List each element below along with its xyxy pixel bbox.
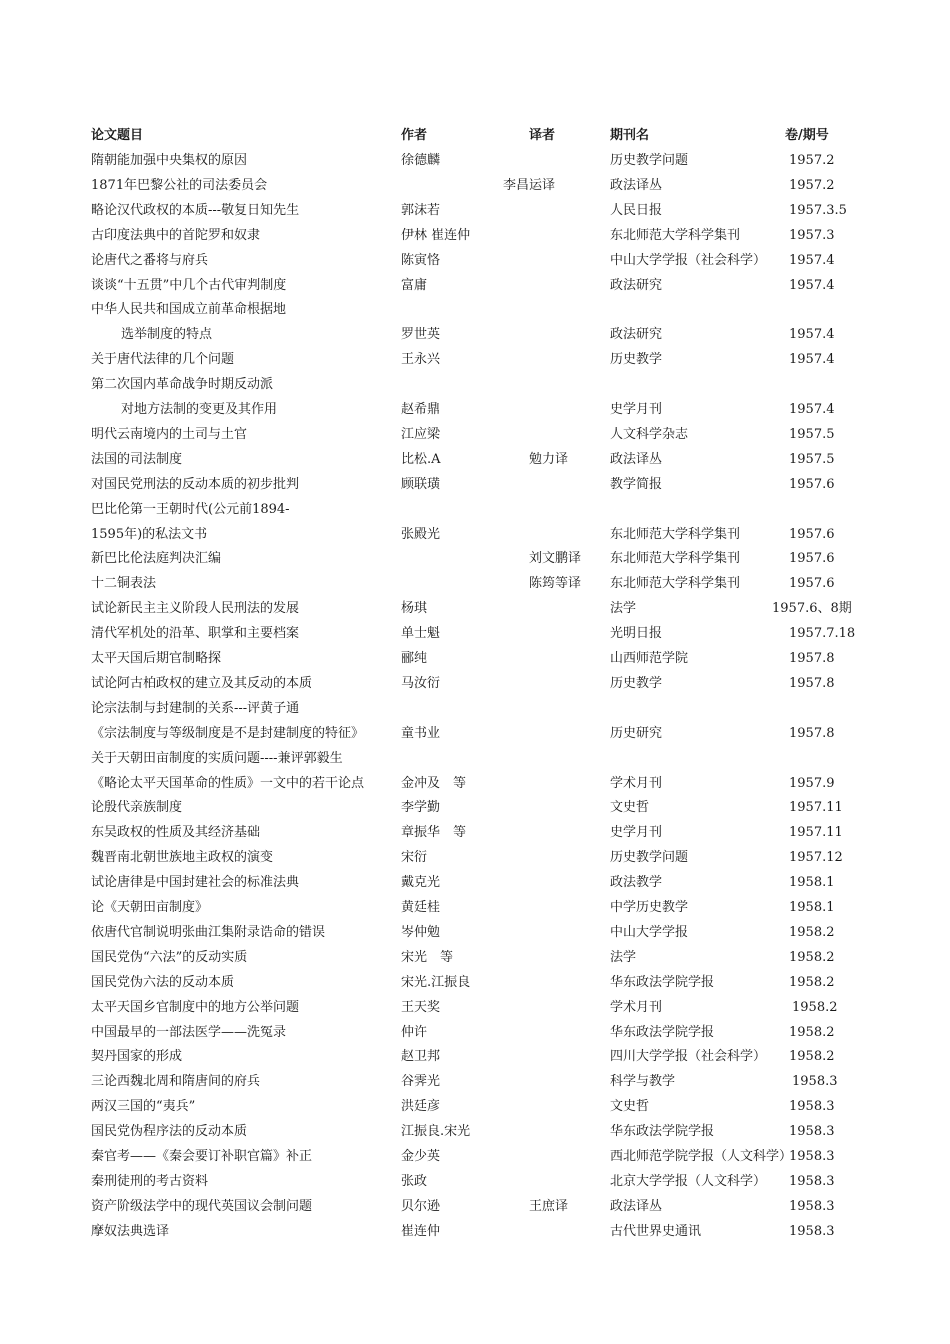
cell-title: 试论新民主主义阶段人民刑法的发展 <box>91 601 300 617</box>
cell-title: 太平天国乡官制度中的地方公举问题 <box>91 999 300 1015</box>
cell-author: 金少英 <box>401 1149 441 1164</box>
cell-journal: 历史教学 <box>610 352 663 368</box>
cell-author: 顾联璜 <box>401 476 441 492</box>
cell-journal: 华东政法学院学报 <box>610 1124 715 1140</box>
cell-translator: 李昌运译 <box>503 177 556 193</box>
cell-issue: 1957.11 <box>789 825 843 841</box>
cell-title: 巴比伦第一王朝时代(公元前1894- <box>91 501 290 517</box>
header-journal: 期刊名 <box>610 128 650 143</box>
cell-issue: 1957.6 <box>789 576 835 592</box>
table-row <box>0 447 950 472</box>
cell-journal: 华东政法学院学报 <box>610 1024 715 1040</box>
cell-journal: 历史研究 <box>610 725 663 741</box>
cell-title: 清代军机处的沿革、职掌和主要档案 <box>91 626 300 642</box>
cell-author: 江应梁 <box>401 426 441 442</box>
table-row <box>0 895 950 920</box>
table-row <box>0 995 950 1020</box>
cell-title: 法国的司法制度 <box>91 451 183 467</box>
table-row <box>0 397 950 422</box>
table-row <box>0 1044 950 1069</box>
cell-issue: 1957.2 <box>789 153 835 168</box>
header-author: 作者 <box>401 128 428 143</box>
cell-title: 明代云南境内的土司与土官 <box>91 426 248 442</box>
table-row <box>0 1194 950 1219</box>
cell-author: 李学勤 <box>401 800 441 816</box>
cell-journal: 学术月刊 <box>610 999 663 1015</box>
cell-journal: 教学简报 <box>610 476 663 492</box>
cell-title: 太平天国后期官制略探 <box>91 651 222 666</box>
table-row <box>0 721 950 746</box>
cell-author: 谷霁光 <box>401 1074 441 1090</box>
cell-issue: 1957.2 <box>789 177 835 193</box>
table-row <box>0 1169 950 1194</box>
cell-title: 两汉三国的“夷兵” <box>91 1099 196 1115</box>
table-row <box>0 1069 950 1094</box>
cell-title: 国民党伪六法的反动本质 <box>91 974 235 990</box>
cell-journal: 历史教学 <box>610 675 663 691</box>
table-row <box>0 347 950 372</box>
header-issue: 卷/期号 <box>785 128 829 143</box>
cell-issue: 1958.1 <box>789 875 835 891</box>
cell-title: 中国最早的一部法医学——洗冤录 <box>91 1024 287 1040</box>
cell-issue: 1958.2 <box>792 999 838 1015</box>
cell-journal: 华东政法学院学报 <box>610 974 715 990</box>
cell-title: 《宗法制度与等级制度是不是封建制度的特征》 <box>91 725 365 741</box>
cell-issue: 1958.2 <box>789 1024 835 1040</box>
cell-author: 郭沫若 <box>401 202 441 218</box>
cell-issue: 1957.4 <box>789 352 835 368</box>
cell-journal: 政法研究 <box>610 277 663 293</box>
cell-author: 富庸 <box>401 277 428 293</box>
table-row <box>0 845 950 870</box>
cell-journal: 山西师范学院 <box>610 651 689 666</box>
cell-journal: 政法译丛 <box>610 177 663 193</box>
cell-title: 论唐代之番将与府兵 <box>91 252 209 268</box>
cell-author: 宋衍 <box>401 850 428 866</box>
cell-journal: 历史教学问题 <box>610 850 689 866</box>
cell-issue: 1958.3 <box>789 1124 835 1140</box>
cell-author: 岑仲勉 <box>401 924 441 940</box>
cell-title: 资产阶级法学中的现代英国议会制问题 <box>91 1198 313 1214</box>
cell-journal: 学术月刊 <box>610 775 663 791</box>
cell-author: 张殿光 <box>401 526 441 542</box>
cell-title: 依唐代官制说明张曲江集附录诰命的错误 <box>91 924 326 940</box>
cell-author: 宋光.江振良 <box>401 974 471 990</box>
header-title: 论文题目 <box>91 128 144 143</box>
cell-issue: 1958.3 <box>789 1149 835 1164</box>
cell-title: 新巴比伦法庭判决汇编 <box>91 551 222 567</box>
cell-issue: 1957.4 <box>789 277 835 293</box>
cell-journal: 中学历史教学 <box>610 900 689 915</box>
cell-issue: 1957.5 <box>789 426 835 442</box>
cell-title: 论宗法制与封建制的关系---评黄子通 <box>91 700 300 716</box>
cell-author: 章振华 等 <box>401 825 467 841</box>
cell-title: 国民党伪程序法的反动本质 <box>91 1124 248 1140</box>
cell-title: 关于天朝田亩制度的实质问题----兼评郭毅生 <box>91 750 343 766</box>
cell-issue: 1958.3 <box>789 1223 835 1239</box>
table-row <box>0 422 950 447</box>
table-row <box>0 1119 950 1144</box>
table-row <box>0 248 950 273</box>
table-row <box>0 522 950 547</box>
cell-issue: 1957.11 <box>789 800 843 816</box>
table-row <box>0 198 950 223</box>
cell-title: 古印度法典中的首陀罗和奴隶 <box>91 227 261 243</box>
cell-journal: 中山大学学报（社会科学） <box>610 252 767 268</box>
cell-title: 契丹国家的形成 <box>91 1049 183 1065</box>
table-row <box>0 223 950 248</box>
cell-title: 第二次国内革命战争时期反动派 <box>91 377 274 393</box>
cell-issue: 1958.3 <box>789 1198 835 1214</box>
header-translator: 译者 <box>529 128 556 143</box>
cell-translator: 刘文鹏译 <box>529 551 582 567</box>
cell-translator: 勉力译 <box>529 451 569 467</box>
cell-journal: 史学月刊 <box>610 825 663 841</box>
cell-title: 选举制度的特点 <box>121 327 213 343</box>
cell-journal: 东北师范大学科学集刊 <box>610 227 741 243</box>
table-row <box>0 571 950 596</box>
table-row <box>0 945 950 970</box>
table-row <box>0 1094 950 1119</box>
cell-issue: 1957.8 <box>789 725 835 741</box>
cell-title: 魏晋南北朝世族地主政权的演变 <box>91 850 274 866</box>
cell-issue: 1957.6 <box>789 476 835 492</box>
table-row <box>0 546 950 571</box>
cell-title: 摩奴法典选译 <box>91 1223 170 1239</box>
cell-title: 关于唐代法律的几个问题 <box>91 352 235 368</box>
cell-journal: 史学月刊 <box>610 402 663 417</box>
cell-issue: 1957.12 <box>789 850 843 866</box>
cell-journal: 政法译丛 <box>610 451 663 467</box>
table-row <box>0 746 950 771</box>
table-row <box>0 621 950 646</box>
table-row <box>0 970 950 995</box>
cell-title: 隋朝能加强中央集权的原因 <box>91 153 248 168</box>
cell-journal: 政法教学 <box>610 875 663 891</box>
cell-title: 秦刑徒刑的考古资料 <box>91 1173 209 1189</box>
cell-title: 三论西魏北周和隋唐间的府兵 <box>91 1074 261 1090</box>
cell-title: 谈谈“十五贯”中几个古代审判制度 <box>91 277 287 293</box>
cell-journal: 政法研究 <box>610 327 663 343</box>
cell-issue: 1958.3 <box>789 1099 835 1115</box>
table-row <box>0 148 950 173</box>
table-row <box>0 273 950 298</box>
cell-author: 徐德麟 <box>401 153 441 168</box>
cell-journal: 科学与教学 <box>610 1074 676 1090</box>
cell-title: 1871年巴黎公社的司法委员会 <box>91 177 268 193</box>
cell-author: 崔连仲 <box>401 1223 441 1239</box>
cell-title: 国民党伪“六法”的反动实质 <box>91 949 248 965</box>
table-row <box>0 497 950 522</box>
table-row <box>0 795 950 820</box>
table-header <box>0 123 950 148</box>
cell-issue: 1957.8 <box>789 675 835 691</box>
table-row <box>0 1219 950 1244</box>
cell-author: 伊林 崔连仲 <box>401 227 471 243</box>
cell-journal: 文史哲 <box>610 1099 650 1115</box>
cell-translator: 陈筠等译 <box>529 576 582 592</box>
cell-journal: 东北师范大学科学集刊 <box>610 526 741 542</box>
cell-issue: 1958.2 <box>789 949 835 965</box>
cell-issue: 1957.3.5 <box>789 202 847 218</box>
cell-author: 王永兴 <box>401 352 441 368</box>
cell-issue: 1957.6、8期 <box>772 601 852 617</box>
cell-journal: 人民日报 <box>610 202 663 218</box>
cell-issue: 1958.2 <box>789 974 835 990</box>
cell-author: 马汝衍 <box>401 675 441 691</box>
cell-issue: 1957.4 <box>789 252 835 268</box>
cell-journal: 法学 <box>610 949 637 965</box>
cell-title: 试论阿古柏政权的建立及其反动的本质 <box>91 675 313 691</box>
cell-author: 郦纯 <box>401 651 428 666</box>
cell-journal: 政法译丛 <box>610 1198 663 1214</box>
table-row <box>0 1144 950 1169</box>
table-row <box>0 870 950 895</box>
table-row <box>0 696 950 721</box>
cell-author: 王天奖 <box>401 999 441 1015</box>
table-row <box>0 173 950 198</box>
cell-journal: 北京大学学报（人文科学） <box>610 1173 767 1189</box>
cell-journal: 光明日报 <box>610 626 663 642</box>
table-row <box>0 1020 950 1045</box>
table-row <box>0 372 950 397</box>
table-row <box>0 646 950 671</box>
cell-title: 《略论太平天国革命的性质》一文中的若干论点 <box>91 775 365 791</box>
cell-journal: 中山大学学报 <box>610 924 689 940</box>
cell-translator: 王庶译 <box>529 1198 569 1214</box>
cell-author: 赵希鼎 <box>401 402 441 417</box>
cell-title: 论殷代亲族制度 <box>91 800 183 816</box>
cell-journal: 古代世界史通讯 <box>610 1223 702 1239</box>
cell-issue: 1958.1 <box>789 900 835 915</box>
cell-journal: 东北师范大学科学集刊 <box>610 576 741 592</box>
cell-title: 1595年)的私法文书 <box>91 526 208 542</box>
cell-author: 比松.A <box>401 451 441 467</box>
cell-journal: 四川大学学报（社会科学） <box>610 1049 767 1065</box>
cell-journal: 人文科学杂志 <box>610 426 689 442</box>
cell-title: 对国民党刑法的反动本质的初步批判 <box>91 476 300 492</box>
cell-author: 杨琪 <box>401 601 428 617</box>
cell-journal: 东北师范大学科学集刊 <box>610 551 741 567</box>
cell-title: 试论唐律是中国封建社会的标准法典 <box>91 875 300 891</box>
cell-title: 论《天朝田亩制度》 <box>91 900 209 915</box>
cell-title: 东吴政权的性质及其经济基础 <box>91 825 261 841</box>
cell-author: 单士魁 <box>401 626 441 642</box>
cell-issue: 1957.4 <box>789 402 835 417</box>
cell-issue: 1958.2 <box>789 1049 835 1065</box>
cell-author: 江振良.宋光 <box>401 1124 471 1140</box>
cell-author: 金冲及 等 <box>401 775 467 791</box>
cell-author: 罗世英 <box>401 327 441 343</box>
table-row <box>0 322 950 347</box>
cell-issue: 1957.5 <box>789 451 835 467</box>
cell-author: 宋光 等 <box>401 949 454 965</box>
cell-author: 戴克光 <box>401 875 441 891</box>
cell-issue: 1957.3 <box>789 227 835 243</box>
cell-title: 略论汉代政权的本质---敬复日知先生 <box>91 202 300 218</box>
table-row <box>0 671 950 696</box>
cell-issue: 1957.8 <box>789 651 835 666</box>
cell-issue: 1957.6 <box>789 551 835 567</box>
table-row <box>0 596 950 621</box>
cell-author: 洪廷彦 <box>401 1099 441 1115</box>
table-row <box>0 820 950 845</box>
table-row <box>0 472 950 497</box>
table-row <box>0 920 950 945</box>
cell-journal: 法学 <box>610 601 637 617</box>
cell-author: 童书业 <box>401 725 441 741</box>
cell-author: 张政 <box>401 1173 428 1189</box>
cell-issue: 1958.3 <box>789 1173 835 1189</box>
cell-author: 黄廷桂 <box>401 900 441 915</box>
cell-title: 十二铜表法 <box>91 576 157 592</box>
cell-author: 仲许 <box>401 1024 428 1040</box>
cell-title: 中华人民共和国成立前革命根据地 <box>91 302 287 318</box>
cell-author: 贝尔逊 <box>401 1198 441 1214</box>
cell-journal: 历史教学问题 <box>610 153 689 168</box>
cell-issue: 1958.2 <box>789 924 835 940</box>
cell-author: 赵卫邦 <box>401 1049 441 1065</box>
table-row <box>0 297 950 322</box>
cell-author: 陈寅恪 <box>401 252 441 268</box>
cell-issue: 1957.7.18 <box>789 626 856 642</box>
table-row <box>0 771 950 796</box>
cell-title: 秦官考——《秦会要订补职官篇》补正 <box>91 1149 313 1164</box>
cell-title: 对地方法制的变更及其作用 <box>121 402 278 417</box>
cell-issue: 1958.3 <box>792 1074 838 1090</box>
cell-issue: 1957.6 <box>789 526 835 542</box>
cell-journal: 文史哲 <box>610 800 650 816</box>
cell-issue: 1957.9 <box>789 775 835 791</box>
cell-journal: 西北师范学院学报（人文科学） <box>610 1149 793 1164</box>
cell-issue: 1957.4 <box>789 327 835 343</box>
